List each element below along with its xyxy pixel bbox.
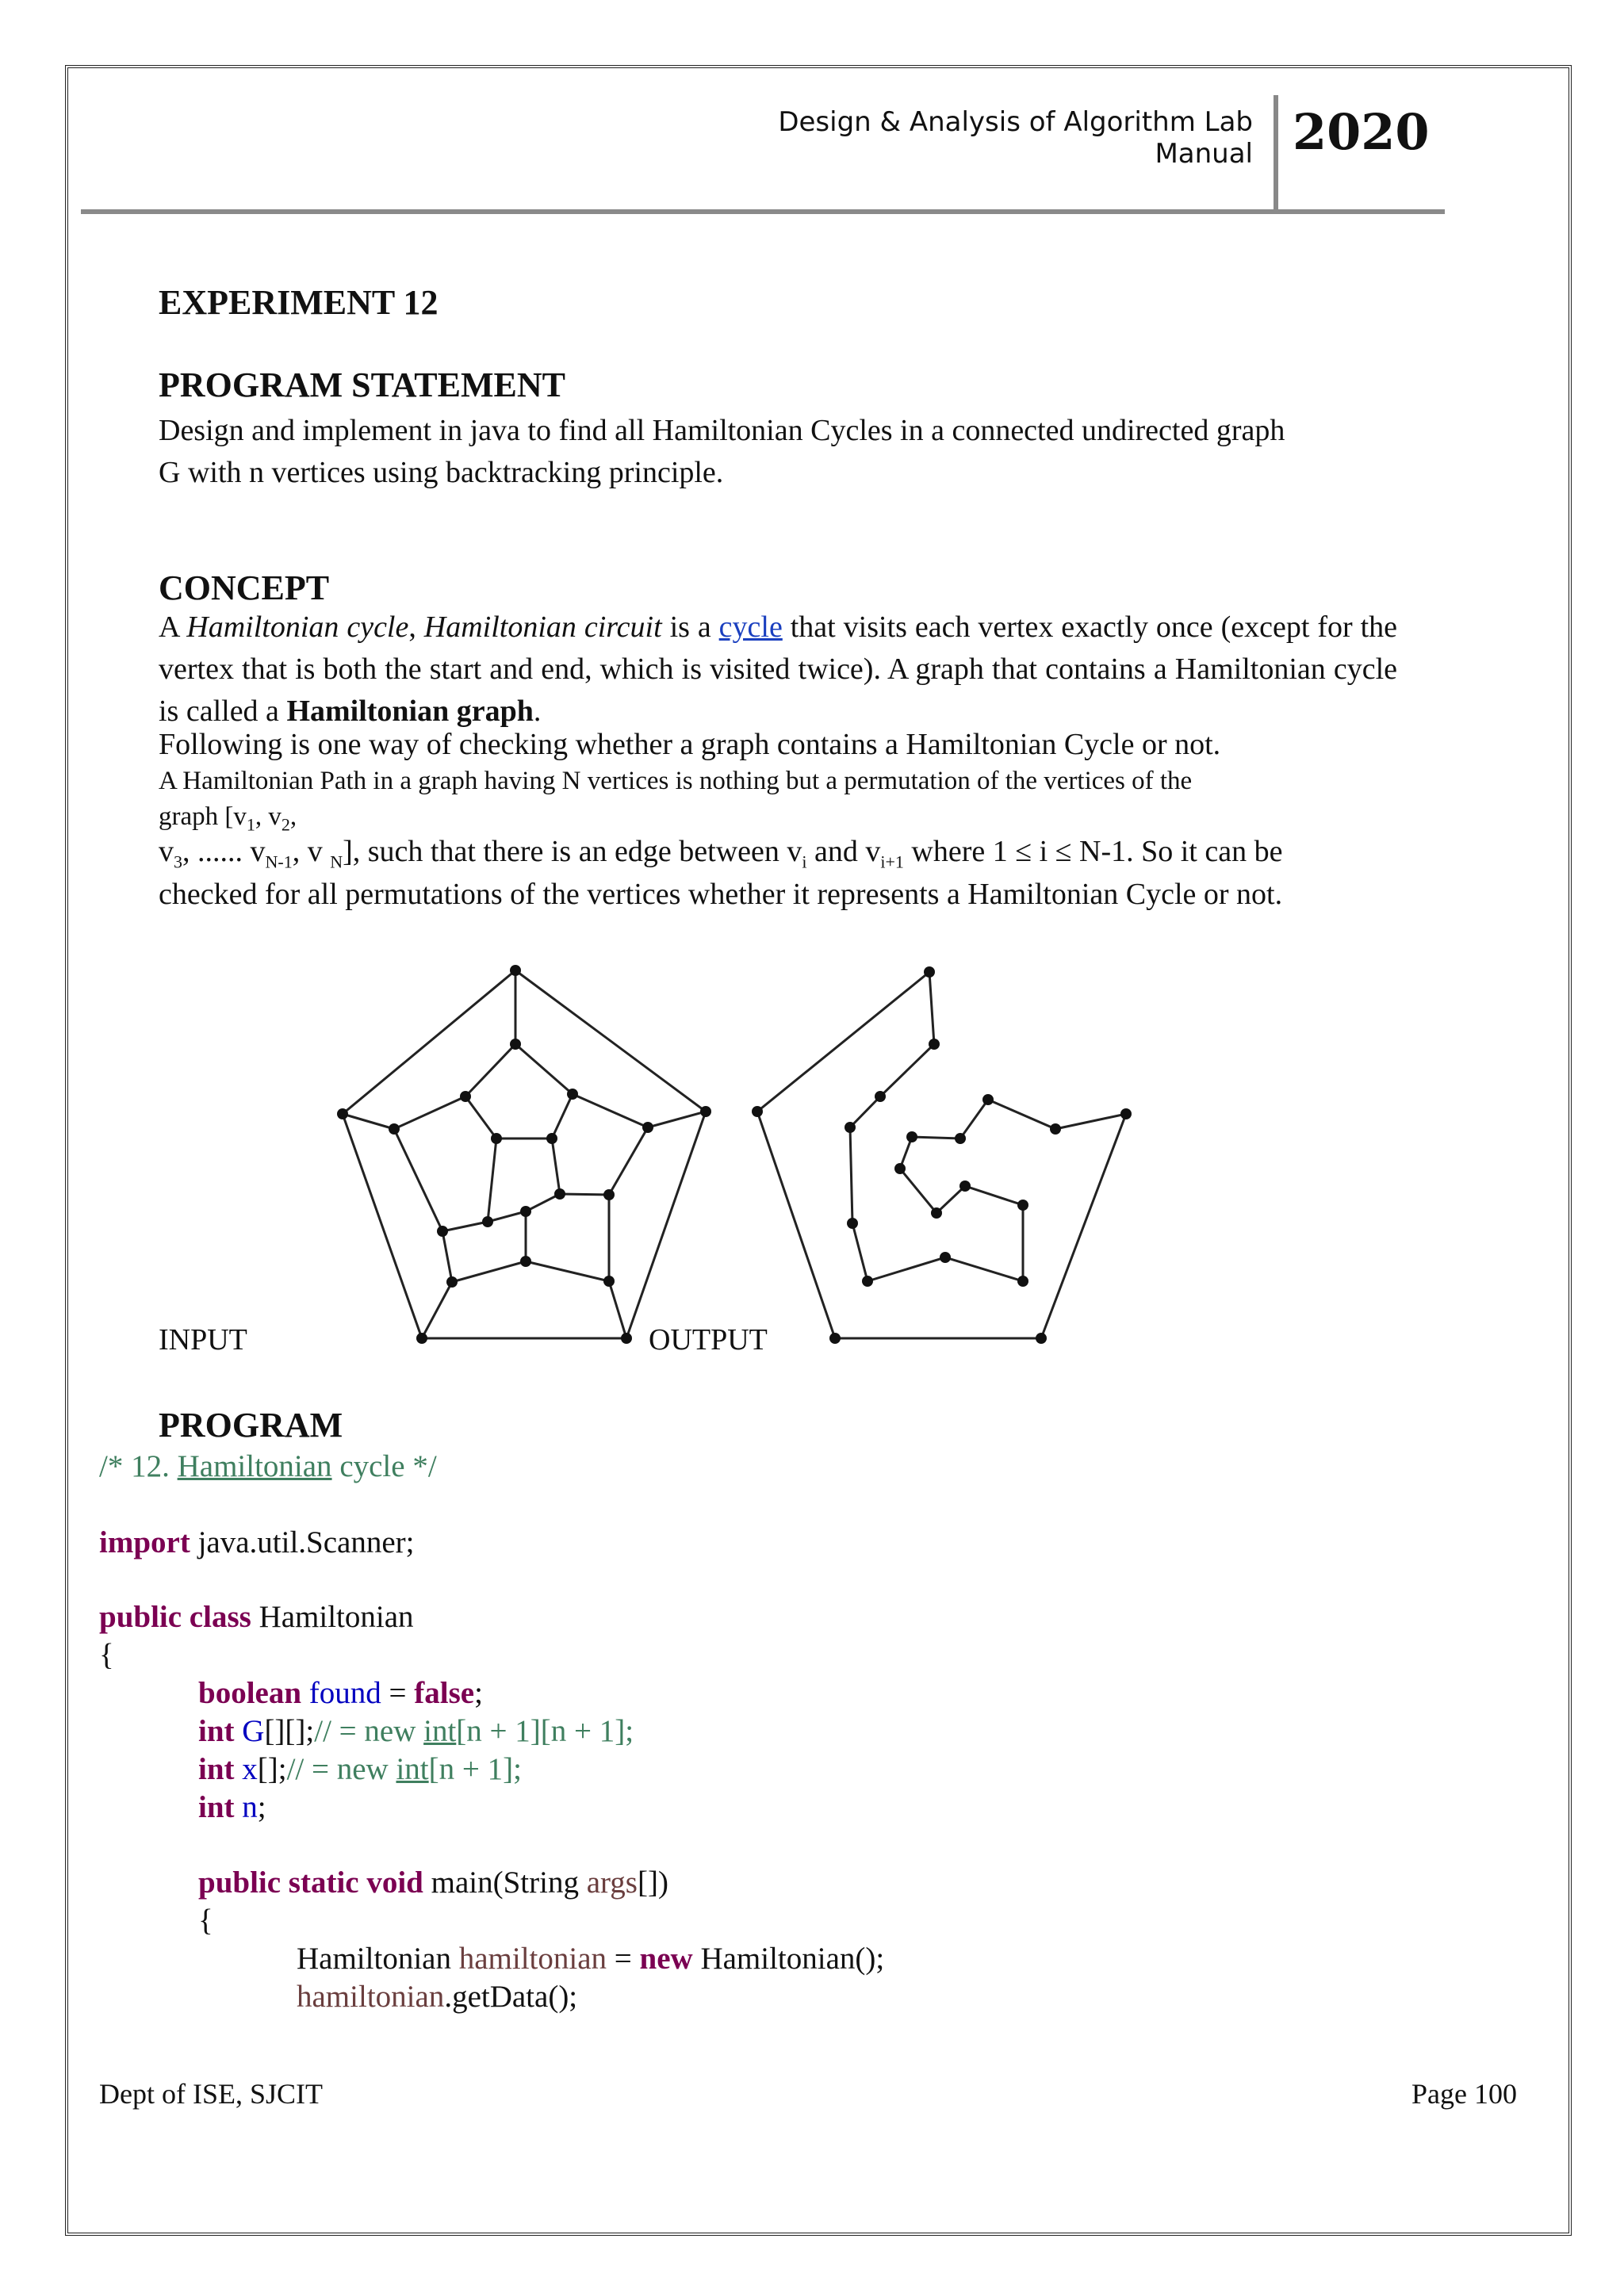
code-class-brace: { bbox=[99, 1638, 114, 1672]
program-heading: PROGRAM bbox=[159, 1406, 343, 1445]
code-line-new: Hamiltonian hamiltonian = new Hamiltonian(); bbox=[297, 1942, 885, 1976]
program-statement-heading: PROGRAM STATEMENT bbox=[159, 365, 565, 404]
code-main-brace: { bbox=[198, 1904, 213, 1938]
program-statement-line1: Design and implement in java to find all Hamiltonian Cycles in a connected undirected graph bbox=[159, 414, 1285, 447]
concept-paragraph-5: checked for all permutations of the vertices whether it represents a Hamiltonian Cycle or not. bbox=[159, 878, 1283, 911]
concept-paragraph-3-line1: A Hamiltonian Path in a graph having N vertices is nothing but a permutation of the vertices of the bbox=[159, 767, 1193, 795]
header-year: 2020 bbox=[1293, 103, 1430, 161]
footer-left: Dept of ISE, SJCIT bbox=[99, 2078, 323, 2110]
concept-paragraph-4: $v_3$, ...... $v_{N-1}$, v $_N$], such that there is an edge between $v_i$ and $v_{i+1}$ where 1 ≤ i ≤ N-1. So it can be bbox=[159, 835, 1283, 872]
cycle-link[interactable]: cycle bbox=[718, 610, 783, 644]
output-graph bbox=[752, 966, 1132, 1344]
code-field-found: boolean found = false; bbox=[198, 1676, 483, 1710]
concept-paragraph-1: A Hamiltonian cycle, Hamiltonian circuit is a cycle that visits each vertex exactly once (except for the vertex that is both the start and end, which is visited twice). A graph that contains a Hamiltonian cycle is called a Hamiltonian graph. bbox=[159, 610, 1397, 728]
input-graph bbox=[337, 965, 711, 1344]
code-import: import java.util.Scanner; bbox=[99, 1525, 415, 1559]
footer-page-number: Page 100 bbox=[1411, 2078, 1517, 2110]
experiment-title: EXPERIMENT 12 bbox=[159, 283, 439, 322]
input-label: INPUT bbox=[159, 1323, 247, 1357]
code-main-decl: public static void main(String args[]) bbox=[198, 1866, 668, 1900]
output-label: OUTPUT bbox=[649, 1323, 768, 1357]
code-class-decl: public class Hamiltonian bbox=[99, 1600, 414, 1634]
concept-paragraph-3-line2: graph [$v_1$, $v_2$, bbox=[159, 802, 297, 835]
code-field-x: int x[];// = new int[n + 1]; bbox=[198, 1752, 522, 1786]
concept-heading: CONCEPT bbox=[159, 568, 330, 607]
code-field-g: int G[][];// = new int[n + 1][n + 1]; bbox=[198, 1714, 634, 1748]
concept-paragraph-2: Following is one way of checking whether a graph contains a Hamiltonian Cycle or not. bbox=[159, 728, 1221, 761]
code-field-n: int n; bbox=[198, 1790, 266, 1824]
code-comment: /* 12. Hamiltonian cycle */ bbox=[99, 1449, 437, 1483]
program-statement-line2: G with n vertices using backtracking principle. bbox=[159, 456, 724, 489]
code-line-getdata: hamiltonian.getData(); bbox=[297, 1980, 578, 2014]
header-title: Design & Analysis of Algorithm Lab Manual bbox=[778, 106, 1253, 170]
